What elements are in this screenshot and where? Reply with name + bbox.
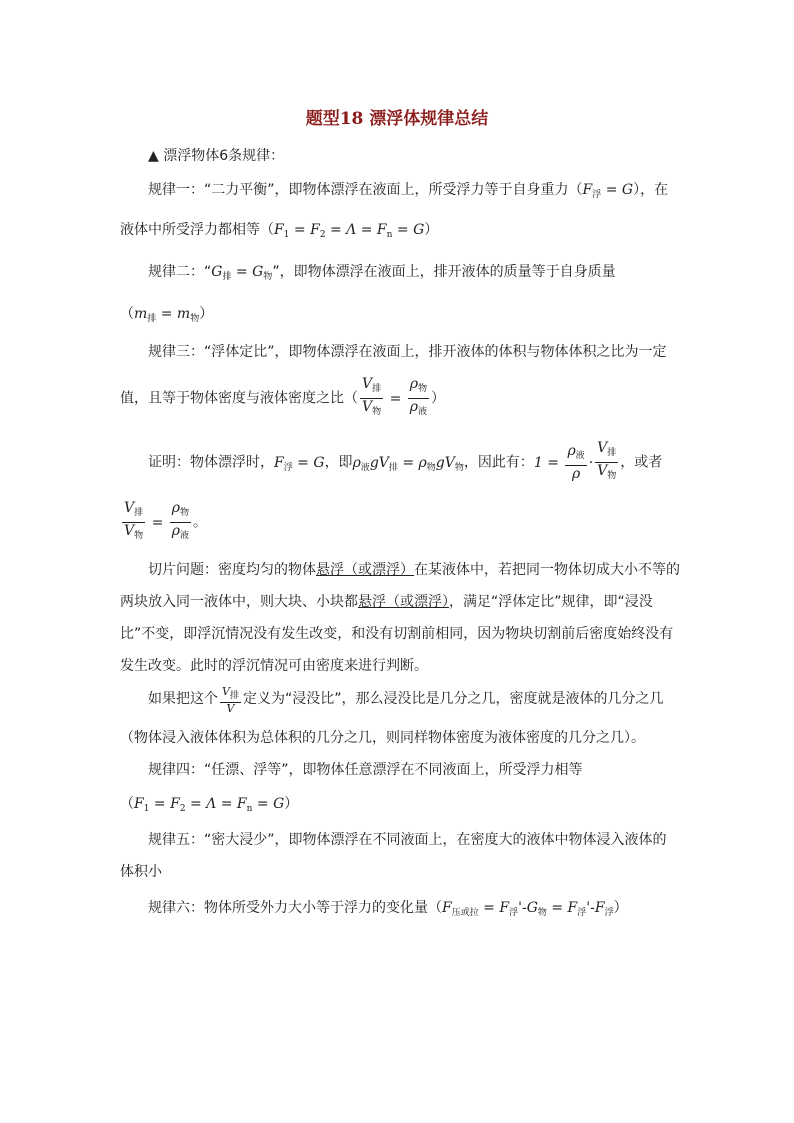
rule2-text: ”，即物体漂浮在液面上，排开液体的质量等于自身质量 (272, 264, 616, 280)
rule4-text-b-start: （ (120, 796, 134, 812)
cut-line4: 发生改变。此时的浮沉情况可由密度来进行判断。 (120, 658, 428, 674)
rule3-formula: $\frac{V_排}{V_物}$ = $\frac{\rho_物}{\rho_液}$ (362, 376, 428, 417)
rule3-line2 (120, 376, 445, 421)
proof-text-b: ，即 (324, 454, 353, 471)
cut-underline-1: 悬浮（或漂浮） (316, 562, 414, 578)
cut-underline-2: 悬浮（或漂浮） (358, 594, 449, 610)
rule1-line1 (148, 180, 668, 205)
document-title: 题型18 漂浮体规律总结 (305, 109, 489, 129)
ratio-text-a: 如果把这个 (148, 691, 218, 707)
rule4-line1: 规律四：“任漂、浮等”，即物体任意漂浮在不同液面上，所受浮力相等 (148, 762, 583, 778)
rule2-text-b-end: ） (199, 306, 214, 322)
rule2-line1 (148, 262, 616, 287)
rule1-text-b: 液体中所受浮力都相等（ (120, 222, 274, 238)
cut-text-1b: 在某液体中，若把同一物体切成大小不等的 (414, 562, 680, 578)
rule3-text-b: 值，且等于物体密度与液体密度之比（ (120, 390, 358, 407)
rule3-text-b-end: ） (431, 390, 446, 407)
rule2-line2 (120, 304, 213, 329)
ratio-line2: （物体浸入液体体积为总体积的几分之几，则同样物体密度为液体密度的几分之几）。 (120, 730, 645, 746)
rule4-line2 (120, 794, 298, 819)
rule1-formula-b: $F_1 = F_2 = \Lambda = F_n = G$ (274, 222, 425, 240)
proof-text-d: ，或者 (620, 454, 663, 471)
cut-line3: 比”不变，即浮沉情况没有发生改变，和没有切割前相同，因为物块切割前后密度始终没有 (120, 626, 674, 642)
rule6-line (148, 898, 628, 923)
intro-line: ▲ 漂浮物体6条规律： (148, 148, 285, 164)
proof-formula-4: $\frac{V_排}{V_物}$ = $\frac{\rho_物}{\rho_液}$ (124, 500, 190, 541)
proof-text-e: 。 (193, 514, 208, 531)
rule4-text-b-end: ） (284, 796, 299, 812)
rule6-text-end: ） (613, 900, 628, 916)
proof-line2 (120, 500, 207, 545)
cut-line1 (148, 560, 680, 580)
rule1-text-end: ），在 (633, 182, 669, 198)
rule2-text-b-start: （ (120, 306, 134, 322)
proof-text-a: 证明：物体漂浮时， (148, 454, 274, 471)
rule6-formula: $F_{压或拉} = F_浮'-G_物 = F_浮'-F_浮$ (442, 900, 614, 918)
rule3-line1: 规律三：“浮体定比”，即物体漂浮在液面上，排开液体的体积与物体体积之比为一定 (148, 344, 667, 360)
cut-text-2a: 两块放入同一液体中，则大块、小块都 (120, 594, 358, 610)
proof-formula-3: 1 = $\frac{\rho_液}{\rho}$ · $\frac{V_排}{V_物}$ (533, 440, 617, 482)
ratio-line1 (148, 684, 663, 715)
cut-text-2b: ，满足“浮体定比”规律，即“浸没 (449, 594, 653, 610)
rule4-formula: $F_1 = F_2 = \Lambda = F_n = G$ (134, 796, 285, 814)
rule1-formula-a: $F_浮 = G$ (582, 182, 634, 200)
rule5-line2: 体积小 (120, 864, 162, 880)
proof-text-c: ，因此有： (463, 454, 534, 471)
proof-formula-2: $\rho_液gV_排 = \rho_物gV_物$ (352, 454, 464, 473)
rule1-text-b-end: ） (424, 222, 439, 238)
rule5-line1: 规律五：“密大浸少”，即物体漂浮在不同液面上，在密度大的液体中物体浸入液体的 (148, 832, 667, 848)
rule2-formula-a: $G_排 = G_物$ (211, 264, 273, 282)
cut-line2 (120, 592, 653, 612)
rule2-text-start: 规律二：“ (148, 264, 212, 280)
rule1-line2 (120, 220, 438, 245)
cut-text-1a: 切片问题：密度均匀的物体 (148, 562, 316, 578)
ratio-text-b: 定义为“浸没比”，那么浸没比是几分之几，密度就是液体的几分之几 (242, 691, 664, 707)
rule6-text: 规律六：物体所受外力大小等于浮力的变化量（ (148, 900, 442, 916)
proof-formula-1: $F_浮 = G$ (274, 454, 325, 473)
proof-line1 (148, 440, 662, 488)
rule2-formula-b: $m_排 = m_物$ (134, 306, 200, 324)
ratio-formula: $\frac{V_排}{V}$ (222, 684, 239, 715)
rule1-text: 规律一：“二力平衡”，即物体漂浮在液面上，所受浮力等于自身重力（ (148, 182, 583, 198)
